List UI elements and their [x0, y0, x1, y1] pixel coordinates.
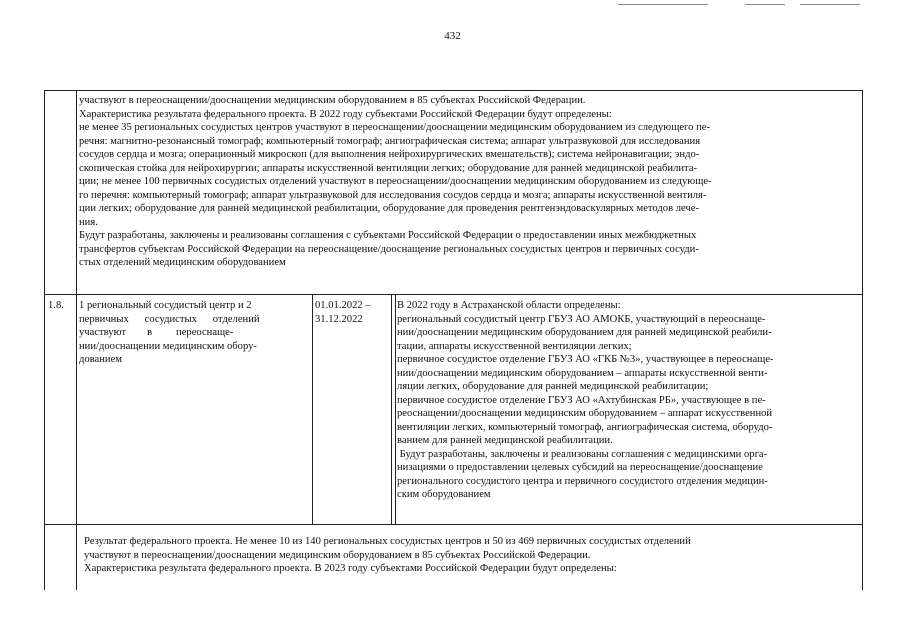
text-line: не менее 35 региональных сосудистых центров участвуют в переоснащении/дооснащении медицинским оборудованием из следующего пе- [79, 122, 710, 133]
text-line: го перечня: компьютерный томограф; аппарат ультразвуковой для исследования сосудов сердца и мозга; аппараты искусственной вентиля- [79, 189, 707, 201]
text-line: трансфертов субъектам Российской Федерации на переоснащение/дооснащение региональных сосудистых центров и первичных сосуди- [79, 243, 699, 255]
text-line: участвуют в переоснаще- [79, 327, 234, 338]
top-text-block [79, 94, 859, 270]
text-line: низациями о предоставлении целевых субсидий на переоснащение/дооснащение [397, 462, 763, 473]
text-line: Характеристика результата федерального проекта. В 2023 году субъектами Российской Федерации будут определены: [84, 563, 617, 574]
table-border-left [44, 90, 45, 590]
text-line: 1 региональный сосудистый центр и 2 [79, 300, 252, 311]
text-line: Будут разработаны, заключены и реализованы соглашения с субъектами Российской Федерации о предоставлении иных межбюджетных [79, 230, 697, 241]
text-line: первичное сосудистое отделение ГБУЗ АО «ГКБ №3», участвующее в переоснаще- [397, 354, 774, 365]
table-border-top [44, 90, 863, 91]
text-line: тации, аппараты искусственной вентиляции легких; [397, 340, 632, 352]
row-separator-2 [44, 524, 863, 525]
text-line: ляции легких, оборудование для ранней медицинской реабилитации; [397, 381, 709, 392]
text-line: нии/дооснащении медицинским обору- [79, 340, 257, 352]
text-line: регионального сосудистого центра и первичного сосудистого отделения медицин- [397, 475, 768, 487]
text-line: Результат федерального проекта. Не менее 10 из 140 региональных сосудистых центров и 50 из 469 первичных сосудистых отделений [84, 536, 691, 547]
text-line: нии/дооснащении медицинским оборудованием для ранней медицинской реабили- [397, 327, 772, 338]
scan-mark [800, 4, 860, 5]
text-line: вентиляции легких, компьютерный томограф, ангиографическая система, оборудо- [397, 421, 773, 433]
col-separator-details-inner [395, 294, 396, 524]
date-start: 01.01.2022 – [315, 300, 371, 311]
text-line: региональный сосудистый центр ГБУЗ АО АМОКБ, участвующий в переоснаще- [397, 313, 766, 325]
text-line: ским оборудованием [397, 489, 491, 500]
table-border-right [862, 90, 863, 590]
text-line: сосудов сердца и мозга; операционный микроскоп (для выполнения нейрохирургических вмешательств); система нейронавигации; эндо- [79, 149, 700, 160]
text-line: Характеристика результата федерального проекта. В 2022 году субъектами Российской Федерации будут определены: [79, 108, 612, 120]
text-line: ции легких; оборудование для ранней медицинской реабилитации, оборудование для проведения рентгенэндоваскулярных методов лече- [79, 203, 700, 214]
text-line: нии/дооснащении медицинским оборудованием – аппараты искусственной венти- [397, 367, 768, 379]
row-separator-1 [44, 294, 863, 295]
text-line: ния. [79, 216, 98, 228]
text-line: первичных сосудистых отделений [79, 313, 260, 325]
col-separator-dates [312, 294, 313, 524]
row-details [397, 299, 859, 502]
page-number: 432 [444, 30, 461, 42]
text-line: ванием для ранней медицинской реабилитации. [397, 435, 613, 446]
row-description [79, 299, 309, 367]
text-line: реоснащении/дооснащении медицинским оборудованием – аппарат искусственной [397, 408, 773, 419]
text-line: участвуют в переоснащении/дооснащении медицинским оборудованием в 85 субъектах Российской Федерации. [79, 95, 586, 106]
row-dates [315, 299, 389, 326]
col-separator-details [391, 294, 392, 524]
text-line: Будут разработаны, заключены и реализованы соглашения с медицинскими орга- [397, 448, 768, 460]
text-line: стых отделений медицинским оборудованием [79, 257, 286, 268]
scan-mark [618, 4, 708, 5]
scan-mark [745, 4, 785, 5]
bottom-text-block [84, 535, 860, 576]
text-line: В 2022 году в Астраханской области определены: [397, 300, 621, 311]
text-line: дованием [79, 354, 122, 365]
text-line: ции; не менее 100 первичных сосудистых отделений участвуют в переоснащении/дооснащении медицинским оборудованием из следующе- [79, 176, 712, 187]
date-end: 31.12.2022 [315, 313, 363, 325]
text-line: участвуют в переоснащении/дооснащении медицинским оборудованием в 85 субъектах Российской Федерации. [84, 549, 591, 561]
text-line: первичное сосудистое отделение ГБУЗ АО «Ахтубинская РБ», участвующее в пе- [397, 394, 766, 406]
col-separator-number [76, 90, 77, 590]
row-number: 1.8. [48, 300, 64, 311]
text-line: речня: магнитно-резонансный томограф; компьютерный томограф; ангиографическая система; аппарат ультразвуковой для исследования [79, 135, 701, 147]
text-line: скопическая стойка для нейрохирургии; аппараты искусственной вентиляции легких; оборудование для ранней медицинской реабилита- [79, 162, 698, 174]
